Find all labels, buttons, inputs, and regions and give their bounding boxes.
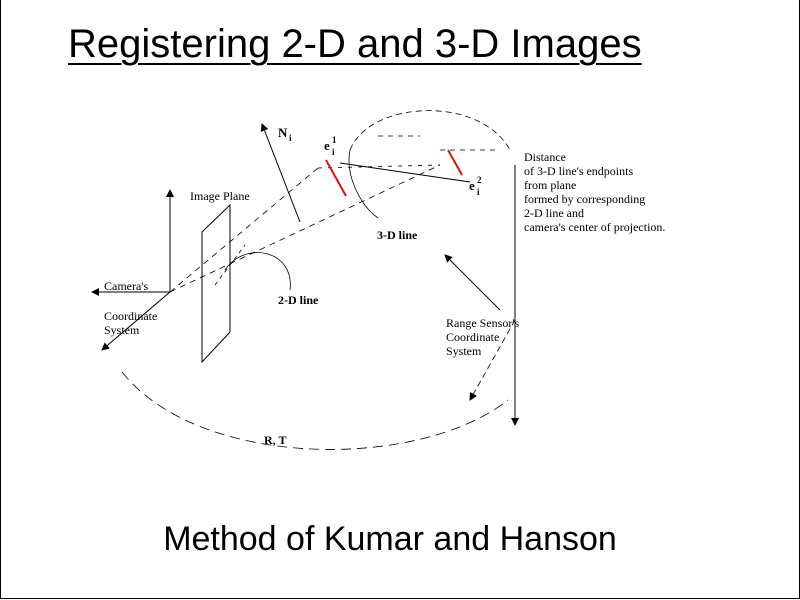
endpoint1-label: e bbox=[324, 138, 330, 153]
rotation-translation-arc bbox=[122, 372, 508, 449]
camera-system-line-2: Coordinate bbox=[104, 309, 158, 323]
image-plane-label: Image Plane bbox=[190, 189, 250, 203]
endpoint1-superscript: 1 bbox=[332, 135, 337, 145]
endpoint1-subscript: i bbox=[332, 147, 335, 157]
slide-title: Registering 2-D and 3-D Images bbox=[68, 22, 642, 66]
range-system-line-2: Coordinate bbox=[446, 330, 500, 344]
endpoint2-superscript: 2 bbox=[477, 175, 482, 185]
normal-subscript: i bbox=[289, 133, 292, 143]
range-system-line-3: System bbox=[446, 344, 482, 358]
distance-note-line-1: Distance bbox=[524, 150, 566, 164]
line-3d-label: 3-D line bbox=[377, 228, 418, 242]
distance-note-line-5: 2-D line and bbox=[524, 206, 584, 220]
camera-system-line-1: Camera's bbox=[104, 279, 149, 293]
endpoint2-distance bbox=[448, 150, 462, 175]
distance-note-line-3: from plane bbox=[524, 178, 577, 192]
rotation-translation-label: R, T bbox=[264, 433, 287, 447]
camera-system-line-3: System bbox=[104, 323, 140, 337]
endpoint2-subscript: i bbox=[477, 187, 480, 197]
endpoint1-distance bbox=[326, 160, 346, 196]
plane-arc bbox=[350, 111, 510, 150]
distance-note-line-6: camera's center of projection. bbox=[524, 220, 666, 234]
normal-label: N bbox=[278, 125, 288, 140]
slide-subtitle: Method of Kumar and Hanson bbox=[163, 520, 617, 558]
range-z-axis bbox=[445, 255, 500, 310]
distance-note-line-2: of 3-D line's endpoints bbox=[524, 164, 634, 178]
range-system-line-1: Range Sensor's bbox=[446, 316, 520, 330]
line-2d-label: 2-D line bbox=[278, 293, 319, 307]
endpoint2-label: e bbox=[469, 178, 475, 193]
projection-ray-upper bbox=[170, 168, 318, 292]
line-3d bbox=[340, 163, 470, 182]
plane-arc-left bbox=[349, 150, 378, 218]
distance-note-line-4: formed by corresponding bbox=[524, 192, 646, 206]
plane-top-edge bbox=[318, 165, 440, 168]
